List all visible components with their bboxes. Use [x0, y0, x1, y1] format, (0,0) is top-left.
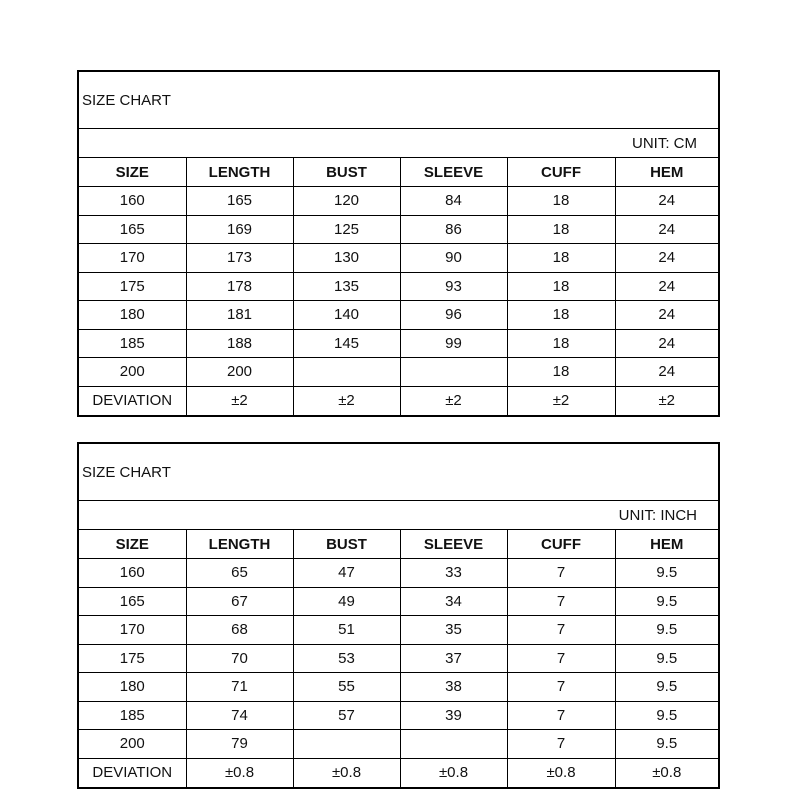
cell-sleeve: 39: [400, 701, 507, 730]
cell-cuff: 7: [507, 730, 615, 759]
column-header-hem: HEM: [615, 530, 718, 559]
cell-cuff: 18: [507, 301, 615, 330]
table-row: [79, 272, 718, 301]
cell-size: 170: [79, 616, 186, 645]
column-header-cuff: CUFF: [507, 158, 615, 187]
cell-bust: 51: [293, 616, 400, 645]
table-row: [79, 215, 718, 244]
cell-bust: ±0.8: [293, 758, 400, 787]
cell-length: 188: [186, 329, 293, 358]
table-row: [79, 701, 718, 730]
cell-length: 169: [186, 215, 293, 244]
cell-length: 178: [186, 272, 293, 301]
cell-bust: 125: [293, 215, 400, 244]
cell-cuff: 7: [507, 587, 615, 616]
cell-bust: [293, 358, 400, 387]
cell-length: 68: [186, 616, 293, 645]
cell-sleeve: ±2: [400, 386, 507, 415]
cell-hem: ±2: [658, 392, 676, 409]
column-header-size: SIZE: [79, 530, 186, 559]
column-header-hem: HEM: [615, 158, 718, 187]
table-row: [79, 644, 718, 673]
cell-sleeve: 33: [400, 559, 507, 588]
table-row: [79, 730, 718, 759]
size-chart-cm: [77, 70, 720, 417]
cell-cuff: 7: [507, 616, 615, 645]
cell-sleeve: 90: [400, 244, 507, 273]
cell-hem: 24: [615, 272, 718, 301]
cell-hem: 9.5: [615, 616, 718, 645]
cell-bust: 120: [293, 187, 400, 216]
table-row: [79, 329, 718, 358]
cell-length: 181: [186, 301, 293, 330]
cell-length: 173: [186, 244, 293, 273]
cell-cuff: 18: [507, 329, 615, 358]
header-row: [79, 530, 718, 559]
cell-cuff: 7: [507, 559, 615, 588]
column-header-sleeve: SLEEVE: [400, 530, 507, 559]
cell-size: 185: [79, 701, 186, 730]
column-header-bust: BUST: [293, 158, 400, 187]
cell-size: 180: [79, 673, 186, 702]
column-header-bust: BUST: [293, 530, 400, 559]
table-row: [79, 673, 718, 702]
cell-sleeve: 93: [400, 272, 507, 301]
chart-title: SIZE CHART: [79, 72, 718, 129]
cell-sleeve: ±0.8: [400, 758, 507, 787]
cell-bust: 130: [293, 244, 400, 273]
table-row: [79, 559, 718, 588]
cell-cuff: 18: [507, 358, 615, 387]
unit-label: UNIT: CM: [79, 129, 718, 158]
size-table: [79, 530, 718, 787]
table-row: [79, 301, 718, 330]
cell-bust: [293, 730, 400, 759]
cell-cuff: 18: [507, 187, 615, 216]
cell-cuff: ±0.8: [507, 758, 615, 787]
cell-bust: 47: [293, 559, 400, 588]
cell-size: 165: [79, 215, 186, 244]
cell-hem: 9.5: [615, 644, 718, 673]
cell-length: 74: [186, 701, 293, 730]
cell-hem: 24: [615, 215, 718, 244]
cell-cuff: 7: [507, 701, 615, 730]
cell-sleeve: [400, 358, 507, 387]
cell-cuff: 18: [507, 215, 615, 244]
cell-cuff: 18: [507, 272, 615, 301]
cell-cuff: 18: [507, 244, 615, 273]
cell-sleeve: 84: [400, 187, 507, 216]
cell-size: DEVIATION: [79, 758, 186, 787]
column-header-size: SIZE: [79, 158, 186, 187]
cell-length: 165: [186, 187, 293, 216]
cell-sleeve: 99: [400, 329, 507, 358]
cell-size: 165: [79, 587, 186, 616]
cell-sleeve: 34: [400, 587, 507, 616]
cell-length: 79: [186, 730, 293, 759]
cell-bust: 57: [293, 701, 400, 730]
cell-hem: 24: [615, 244, 718, 273]
cell-bust: ±2: [293, 386, 400, 415]
cell-bust: 140: [293, 301, 400, 330]
table-row: [79, 386, 718, 415]
column-header-sleeve: SLEEVE: [400, 158, 507, 187]
table-row: [79, 358, 718, 387]
cell-bust: 55: [293, 673, 400, 702]
cell-size: 160: [79, 559, 186, 588]
cell-hem: 24: [615, 358, 718, 387]
cell-length: 200: [186, 358, 293, 387]
cell-hem: 24: [615, 187, 718, 216]
column-header-length: LENGTH: [186, 158, 293, 187]
table-row: [79, 616, 718, 645]
cell-hem: 9.5: [615, 701, 718, 730]
cell-size: 160: [79, 187, 186, 216]
table-row: [79, 758, 718, 787]
cell-hem: 9.5: [615, 559, 718, 588]
size-chart-inch: [77, 442, 720, 789]
cell-hem: ±0.8: [652, 764, 682, 781]
table-row: [79, 187, 718, 216]
cell-length: 65: [186, 559, 293, 588]
cell-length: 71: [186, 673, 293, 702]
cell-sleeve: [400, 730, 507, 759]
unit-label: UNIT: INCH: [79, 501, 718, 530]
cell-hem: 9.5: [615, 587, 718, 616]
cell-length: 70: [186, 644, 293, 673]
cell-length: ±2: [186, 386, 293, 415]
cell-hem: 24: [615, 301, 718, 330]
cell-size: 200: [79, 358, 186, 387]
cell-cuff: ±2: [507, 386, 615, 415]
cell-size: 175: [79, 644, 186, 673]
chart-title: SIZE CHART: [79, 444, 718, 501]
cell-sleeve: 96: [400, 301, 507, 330]
cell-hem: 9.5: [615, 730, 718, 759]
cell-bust: 135: [293, 272, 400, 301]
cell-size: 175: [79, 272, 186, 301]
column-header-length: LENGTH: [186, 530, 293, 559]
cell-bust: 49: [293, 587, 400, 616]
column-header-cuff: CUFF: [507, 530, 615, 559]
table-row: [79, 244, 718, 273]
cell-size: 185: [79, 329, 186, 358]
cell-bust: 53: [293, 644, 400, 673]
cell-size: DEVIATION: [79, 386, 186, 415]
cell-size: 200: [79, 730, 186, 759]
cell-sleeve: 38: [400, 673, 507, 702]
cell-size: 180: [79, 301, 186, 330]
cell-hem: 9.5: [615, 673, 718, 702]
cell-cuff: 7: [507, 644, 615, 673]
cell-sleeve: 35: [400, 616, 507, 645]
cell-sleeve: 37: [400, 644, 507, 673]
cell-cuff: 7: [507, 673, 615, 702]
cell-sleeve: 86: [400, 215, 507, 244]
size-table: [79, 158, 718, 415]
cell-bust: 145: [293, 329, 400, 358]
table-row: [79, 587, 718, 616]
cell-size: 170: [79, 244, 186, 273]
cell-hem: 24: [615, 329, 718, 358]
cell-length: ±0.8: [186, 758, 293, 787]
cell-length: 67: [186, 587, 293, 616]
header-row: [79, 158, 718, 187]
